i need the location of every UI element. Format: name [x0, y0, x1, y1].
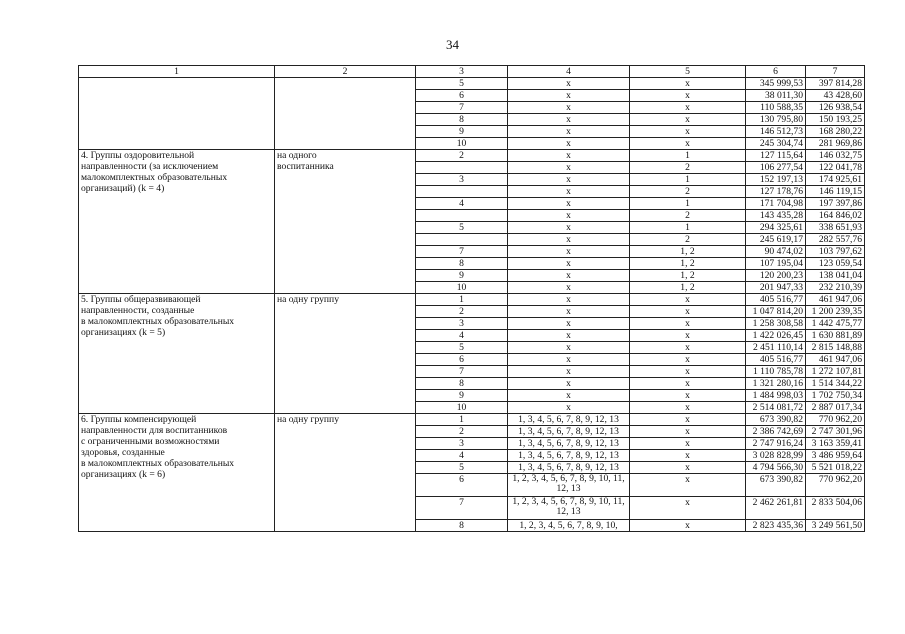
cell-amount-2023: 2 823 435,36: [746, 520, 806, 532]
cell-amount-2023: 1 321 280,16: [746, 378, 806, 390]
cell-disability-list: х: [508, 402, 630, 414]
cell-mode: х: [630, 114, 746, 126]
cell-amount-2023: 345 999,53: [746, 78, 806, 90]
group-title-line: организаций) (k = 4): [81, 183, 165, 194]
cell-amount-2024: 146 032,75: [806, 150, 865, 162]
column-header: 6: [746, 66, 806, 78]
cell-disability-list: 1, 2, 3, 4, 5, 6, 7, 8, 9, 10, 11, 12, 13: [508, 497, 630, 520]
cell-code: 7: [416, 366, 508, 378]
group-title: [79, 150, 275, 294]
column-header: 2: [275, 66, 416, 78]
cell-disability-list: х: [508, 222, 630, 234]
cell-disability-list: х: [508, 282, 630, 294]
cell-mode: 1, 2: [630, 246, 746, 258]
cell-amount-2024: 43 428,60: [806, 90, 865, 102]
group-title-line: направленности (за исключением: [81, 161, 219, 172]
cell-amount-2024: 3 163 359,41: [806, 438, 865, 450]
cell-amount-2023: 127 115,64: [746, 150, 806, 162]
cell-disability-list: 1, 3, 4, 5, 6, 7, 8, 9, 12, 13: [508, 438, 630, 450]
calculation-unit: [275, 150, 416, 294]
cell-amount-2024: 174 925,61: [806, 174, 865, 186]
cell-amount-2024: 2 833 504,06: [806, 497, 865, 520]
cell-code: 10: [416, 402, 508, 414]
cell-amount-2024: 146 119,15: [806, 186, 865, 198]
group-title-line: в малокомплектных образовательных: [81, 458, 235, 469]
cell-mode: х: [630, 520, 746, 532]
cell-disability-list: 1, 2, 3, 4, 5, 6, 7, 8, 9, 10,: [508, 520, 630, 532]
cell-mode: х: [630, 90, 746, 102]
cell-amount-2024: 232 210,39: [806, 282, 865, 294]
group-title-line: направленности, созданные: [81, 305, 195, 316]
cell-code: 6: [416, 90, 508, 102]
cell-code: 4: [416, 198, 508, 210]
table-row: [79, 150, 865, 162]
cell-amount-2024: 461 947,06: [806, 354, 865, 366]
group-title-line: 5. Группы общеразвивающей: [81, 294, 201, 305]
calculation-unit-line: на одну группу: [277, 294, 339, 305]
cell-amount-2023: 4 794 566,30: [746, 462, 806, 474]
cell-amount-2023: 1 422 026,45: [746, 330, 806, 342]
group-title-line: организациях (k = 6): [81, 469, 166, 480]
cell-disability-list: х: [508, 246, 630, 258]
cell-code: [416, 210, 508, 222]
cell-mode: 2: [630, 210, 746, 222]
cell-disability-list: 1, 3, 4, 5, 6, 7, 8, 9, 12, 13: [508, 450, 630, 462]
header-row: [79, 66, 865, 78]
cell-amount-2023: 107 195,04: [746, 258, 806, 270]
cell-code: 7: [416, 102, 508, 114]
cell-amount-2023: 2 747 916,24: [746, 438, 806, 450]
cell-disability-list: 1, 3, 4, 5, 6, 7, 8, 9, 12, 13: [508, 426, 630, 438]
cell-amount-2023: 405 516,77: [746, 294, 806, 306]
cell-mode: х: [630, 402, 746, 414]
cell-amount-2023: 1 047 814,20: [746, 306, 806, 318]
cell-code: 8: [416, 258, 508, 270]
cell-amount-2024: 1 272 107,81: [806, 366, 865, 378]
cell-disability-list: х: [508, 138, 630, 150]
cell-amount-2023: 2 451 110,14: [746, 342, 806, 354]
cell-amount-2024: 164 846,02: [806, 210, 865, 222]
cell-disability-list: х: [508, 258, 630, 270]
cell-amount-2023: 38 011,30: [746, 90, 806, 102]
cell-amount-2024: 197 397,86: [806, 198, 865, 210]
cell-amount-2023: 2 462 261,81: [746, 497, 806, 520]
column-header: 4: [508, 66, 630, 78]
group-title-line: 4. Группы оздоровительной: [81, 150, 195, 161]
cell-amount-2023: 245 619,17: [746, 234, 806, 246]
cell-disability-list: х: [508, 294, 630, 306]
cell-disability-list: х: [508, 102, 630, 114]
group-title-line: здоровья, созданные: [81, 447, 165, 458]
cell-amount-2024: 126 938,54: [806, 102, 865, 114]
cell-code: [416, 186, 508, 198]
cell-amount-2023: 127 178,76: [746, 186, 806, 198]
cell-amount-2023: 1 110 785,78: [746, 366, 806, 378]
cell-mode: х: [630, 294, 746, 306]
group-title-line: малокомплектных образовательных: [81, 172, 228, 183]
cell-disability-list: х: [508, 114, 630, 126]
cell-mode: х: [630, 426, 746, 438]
cell-disability-list: х: [508, 342, 630, 354]
cell-amount-2024: 3 486 959,64: [806, 450, 865, 462]
cell-amount-2023: 673 390,82: [746, 474, 806, 497]
cell-amount-2024: 150 193,25: [806, 114, 865, 126]
table-row: [79, 294, 865, 306]
group-title: [79, 294, 275, 414]
cell-mode: х: [630, 438, 746, 450]
group-title-line: в малокомплектных образовательных: [81, 316, 235, 327]
cell-disability-list: х: [508, 126, 630, 138]
cell-amount-2023: 673 390,82: [746, 414, 806, 426]
cell-amount-2024: 397 814,28: [806, 78, 865, 90]
cell-mode: 1: [630, 198, 746, 210]
cell-disability-list: х: [508, 90, 630, 102]
cell-code: 2: [416, 150, 508, 162]
cell-mode: х: [630, 390, 746, 402]
cell-code: 2: [416, 426, 508, 438]
cell-code: 5: [416, 222, 508, 234]
cell-amount-2024: 1 630 881,89: [806, 330, 865, 342]
cell-mode: 1, 2: [630, 270, 746, 282]
cell-amount-2024: 461 947,06: [806, 294, 865, 306]
cell-disability-list: х: [508, 162, 630, 174]
cell-disability-list: х: [508, 306, 630, 318]
cell-amount-2023: 1 258 308,58: [746, 318, 806, 330]
cell-mode: х: [630, 474, 746, 497]
group-title: [79, 78, 275, 150]
cell-disability-list: х: [508, 174, 630, 186]
cell-mode: х: [630, 102, 746, 114]
cell-amount-2024: 2 747 301,96: [806, 426, 865, 438]
cell-mode: х: [630, 366, 746, 378]
calculation-unit: [275, 414, 416, 532]
cell-mode: х: [630, 497, 746, 520]
column-header: 3: [416, 66, 508, 78]
cell-amount-2023: 106 277,54: [746, 162, 806, 174]
cell-amount-2023: 1 484 998,03: [746, 390, 806, 402]
cell-amount-2023: 2 386 742,69: [746, 426, 806, 438]
cell-mode: х: [630, 330, 746, 342]
cell-code: 2: [416, 306, 508, 318]
cell-amount-2023: 2 514 081,72: [746, 402, 806, 414]
cell-code: 9: [416, 126, 508, 138]
cell-code: 7: [416, 497, 508, 520]
cell-code: 7: [416, 246, 508, 258]
cell-mode: х: [630, 306, 746, 318]
calculation-unit-line: воспитанника: [277, 161, 334, 172]
column-header: 1: [79, 66, 275, 78]
cell-code: 3: [416, 174, 508, 186]
cell-amount-2023: 90 474,02: [746, 246, 806, 258]
cell-code: 9: [416, 270, 508, 282]
cell-amount-2024: 1 702 750,34: [806, 390, 865, 402]
group-title-line: с ограниченными возможностями: [81, 436, 220, 447]
cell-mode: х: [630, 138, 746, 150]
cell-mode: х: [630, 78, 746, 90]
cell-mode: х: [630, 414, 746, 426]
cell-code: 8: [416, 114, 508, 126]
cell-code: 5: [416, 342, 508, 354]
cell-mode: х: [630, 126, 746, 138]
cell-mode: 1, 2: [630, 258, 746, 270]
cell-mode: х: [630, 354, 746, 366]
cell-disability-list: х: [508, 198, 630, 210]
cell-disability-list: х: [508, 390, 630, 402]
cell-amount-2023: 201 947,33: [746, 282, 806, 294]
cell-amount-2024: 123 059,54: [806, 258, 865, 270]
cell-code: 10: [416, 138, 508, 150]
tariff-table: [78, 65, 865, 532]
cell-mode: х: [630, 378, 746, 390]
cell-code: 9: [416, 390, 508, 402]
calculation-unit-line: на одного: [277, 150, 317, 161]
group-title-line: направленности для воспитанников: [81, 425, 228, 436]
cell-code: 10: [416, 282, 508, 294]
cell-amount-2024: 282 557,76: [806, 234, 865, 246]
group-title: [79, 414, 275, 532]
cell-mode: 2: [630, 162, 746, 174]
cell-amount-2023: 110 588,35: [746, 102, 806, 114]
table-row: [79, 414, 865, 426]
cell-code: 4: [416, 330, 508, 342]
cell-disability-list: х: [508, 366, 630, 378]
cell-disability-list: х: [508, 330, 630, 342]
cell-amount-2024: 1 442 475,77: [806, 318, 865, 330]
cell-disability-list: 1, 3, 4, 5, 6, 7, 8, 9, 12, 13: [508, 414, 630, 426]
cell-amount-2023: 130 795,80: [746, 114, 806, 126]
cell-disability-list: х: [508, 378, 630, 390]
cell-mode: 2: [630, 234, 746, 246]
table-row: [79, 78, 865, 90]
calculation-unit: [275, 78, 416, 150]
cell-amount-2024: 5 521 018,22: [806, 462, 865, 474]
cell-disability-list: х: [508, 270, 630, 282]
column-header: 5: [630, 66, 746, 78]
group-title-line: организациях (k = 5): [81, 327, 166, 338]
cell-amount-2023: 405 516,77: [746, 354, 806, 366]
calculation-unit: [275, 294, 416, 414]
cell-mode: 1: [630, 150, 746, 162]
cell-amount-2024: 138 041,04: [806, 270, 865, 282]
cell-disability-list: х: [508, 78, 630, 90]
cell-amount-2024: 338 651,93: [806, 222, 865, 234]
cell-amount-2023: 152 197,13: [746, 174, 806, 186]
cell-code: 5: [416, 78, 508, 90]
cell-amount-2024: 770 962,20: [806, 414, 865, 426]
cell-mode: 1, 2: [630, 282, 746, 294]
cell-amount-2024: 3 249 561,50: [806, 520, 865, 532]
cell-amount-2024: 1 200 239,35: [806, 306, 865, 318]
cell-disability-list: х: [508, 234, 630, 246]
cell-disability-list: х: [508, 354, 630, 366]
cell-disability-list: х: [508, 318, 630, 330]
cell-code: 3: [416, 318, 508, 330]
cell-code: 4: [416, 450, 508, 462]
cell-code: 8: [416, 378, 508, 390]
cell-mode: х: [630, 342, 746, 354]
cell-mode: х: [630, 450, 746, 462]
cell-amount-2023: 120 200,23: [746, 270, 806, 282]
group-title-line: 6. Группы компенсирующей: [81, 414, 197, 425]
cell-amount-2024: 103 797,62: [806, 246, 865, 258]
cell-mode: 1: [630, 222, 746, 234]
cell-code: 1: [416, 294, 508, 306]
cell-code: 8: [416, 520, 508, 532]
cell-code: 3: [416, 438, 508, 450]
cell-mode: х: [630, 318, 746, 330]
cell-amount-2024: 122 041,78: [806, 162, 865, 174]
cell-amount-2024: 2 887 017,34: [806, 402, 865, 414]
cell-amount-2023: 294 325,61: [746, 222, 806, 234]
column-header: 7: [806, 66, 865, 78]
calculation-unit-line: на одну группу: [277, 414, 339, 425]
cell-mode: х: [630, 462, 746, 474]
cell-disability-list: х: [508, 210, 630, 222]
cell-amount-2023: 146 512,73: [746, 126, 806, 138]
cell-disability-list: х: [508, 186, 630, 198]
cell-code: [416, 162, 508, 174]
cell-amount-2023: 245 304,74: [746, 138, 806, 150]
cell-mode: 1: [630, 174, 746, 186]
cell-disability-list: 1, 3, 4, 5, 6, 7, 8, 9, 12, 13: [508, 462, 630, 474]
cell-code: 6: [416, 474, 508, 497]
cell-amount-2023: 3 028 828,99: [746, 450, 806, 462]
cell-amount-2024: 168 280,22: [806, 126, 865, 138]
cell-amount-2023: 171 704,98: [746, 198, 806, 210]
cell-amount-2024: 2 815 148,88: [806, 342, 865, 354]
cell-disability-list: х: [508, 150, 630, 162]
cell-code: 6: [416, 354, 508, 366]
cell-code: 1: [416, 414, 508, 426]
cell-code: [416, 234, 508, 246]
cell-amount-2024: 281 969,86: [806, 138, 865, 150]
cell-code: 5: [416, 462, 508, 474]
cell-amount-2024: 770 962,20: [806, 474, 865, 497]
cell-disability-list: 1, 2, 3, 4, 5, 6, 7, 8, 9, 10, 11, 12, 13: [508, 474, 630, 497]
cell-mode: 2: [630, 186, 746, 198]
page-number: 34: [446, 37, 459, 52]
cell-amount-2023: 143 435,28: [746, 210, 806, 222]
cell-amount-2024: 1 514 344,22: [806, 378, 865, 390]
